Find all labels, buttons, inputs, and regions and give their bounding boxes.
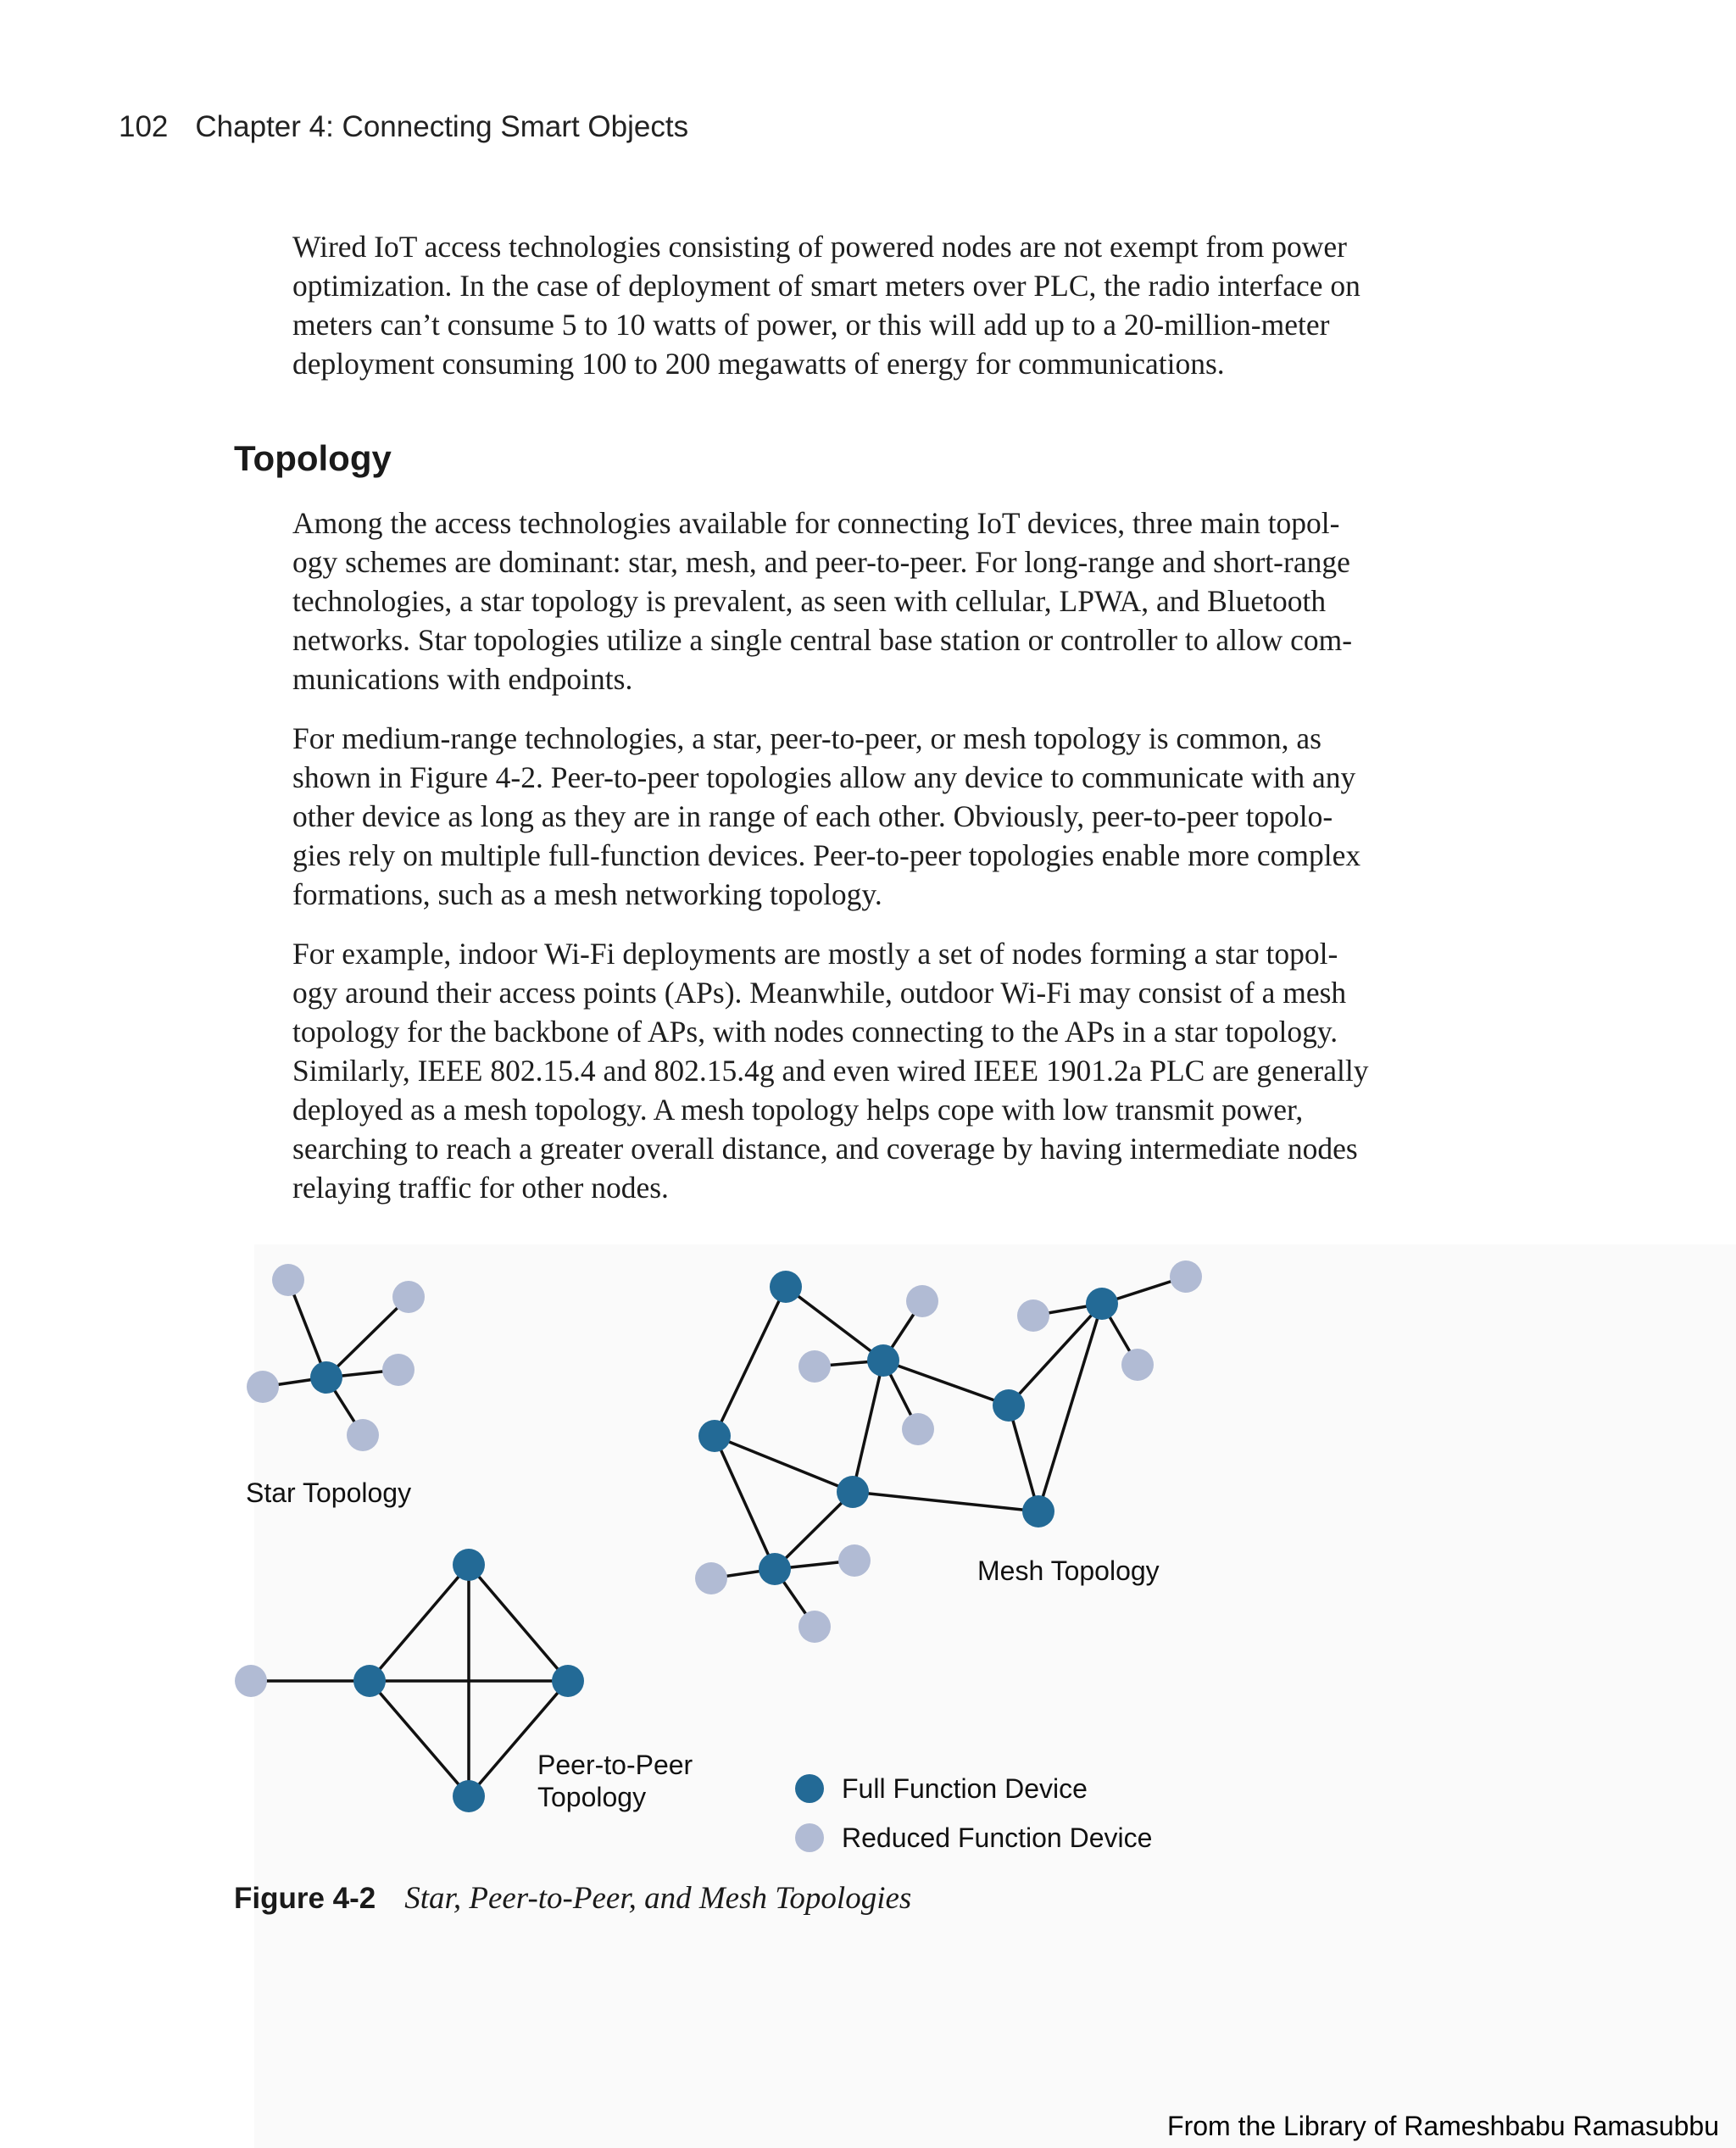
text-line: relaying traffic for other nodes.	[292, 1171, 669, 1205]
reduced-function-node	[272, 1264, 304, 1296]
full-function-node	[770, 1271, 802, 1303]
text-line: searching to reach a greater overall distance, and coverage by having intermediate nodes	[292, 1132, 1358, 1166]
full-function-node	[698, 1420, 731, 1452]
full-function-node	[993, 1389, 1025, 1422]
reduced-function-node	[1170, 1260, 1202, 1293]
mesh-topology-label: Mesh Topology	[977, 1555, 1160, 1586]
reduced-function-node	[392, 1281, 425, 1313]
star-topology-label: Star Topology	[246, 1477, 412, 1508]
text-line: munications with endpoints.	[292, 662, 633, 696]
full-function-node	[1022, 1495, 1054, 1528]
legend-reduced-function-label: Reduced Function Device	[842, 1822, 1153, 1853]
peer-to-peer-label-line2: Topology	[537, 1782, 647, 1812]
text-line: ogy around their access points (APs). Meanwhile, outdoor Wi-Fi may consist of a mesh	[292, 976, 1347, 1010]
text-line: Similarly, IEEE 802.15.4 and 802.15.4g and even wired IEEE 1901.2a PLC are generally	[292, 1054, 1369, 1088]
full-function-node	[867, 1344, 899, 1377]
full-function-node	[453, 1549, 485, 1581]
full-function-node	[837, 1476, 869, 1508]
reduced-function-node	[798, 1611, 831, 1643]
edge	[1009, 1405, 1038, 1511]
full-function-node	[353, 1665, 386, 1697]
text-line: networks. Star topologies utilize a single central base station or controller to allow com-	[292, 623, 1353, 657]
peer-to-peer-topology	[251, 1565, 568, 1796]
full-function-node	[310, 1361, 342, 1394]
full-function-node	[1086, 1288, 1118, 1320]
reduced-function-node	[347, 1419, 379, 1451]
reduced-function-node	[235, 1665, 267, 1697]
text-line: Among the access technologies available for connecting IoT devices, three main topol-	[292, 506, 1340, 540]
star-topology	[263, 1280, 409, 1435]
footer-watermark: From the Library of Rameshbabu Ramasubbu	[1167, 2111, 1719, 2141]
full-function-node	[759, 1553, 791, 1585]
text-line: technologies, a star topology is prevalent, as seen with cellular, LPWA, and Bluetooth	[292, 584, 1327, 618]
text-line: ogy schemes are dominant: star, mesh, and peer-to-peer. For long-range and short-range	[292, 545, 1350, 579]
legend	[795, 1773, 1152, 1853]
legend-full-function-swatch	[795, 1774, 824, 1803]
reduced-function-node	[1017, 1299, 1049, 1332]
edge	[853, 1361, 883, 1492]
edge	[370, 1681, 469, 1796]
reduced-function-node	[902, 1413, 934, 1445]
edge	[469, 1565, 568, 1681]
text-line: optimization. In the case of deployment of smart meters over PLC, the radio interface on	[292, 269, 1360, 303]
full-function-node	[552, 1665, 584, 1697]
text-line: For medium-range technologies, a star, peer-to-peer, or mesh topology is common, as	[292, 721, 1321, 755]
reduced-function-node	[798, 1350, 831, 1383]
reduced-function-node	[695, 1562, 727, 1594]
full-function-node	[453, 1780, 485, 1812]
reduced-function-node	[838, 1544, 871, 1577]
reduced-function-node	[247, 1371, 279, 1403]
edge	[1038, 1304, 1102, 1511]
reduced-function-node	[382, 1354, 415, 1386]
text-line: For example, indoor Wi-Fi deployments are mostly a set of nodes forming a star topol-	[292, 937, 1338, 971]
text-line: topology for the backbone of APs, with nodes connecting to the APs in a star topology.	[292, 1015, 1338, 1049]
edge	[715, 1287, 786, 1436]
text-line: other device as long as they are in range of each other. Obviously, peer-to-peer topolo-	[292, 799, 1333, 833]
text-line: gies rely on multiple full-function devices. Peer-to-peer topologies enable more complex	[292, 838, 1361, 872]
star-nodes	[247, 1264, 425, 1451]
reduced-function-node	[906, 1285, 938, 1317]
page-number: 102	[119, 110, 169, 143]
edge	[853, 1492, 1038, 1511]
edge	[370, 1565, 469, 1681]
text-line: Wired IoT access technologies consisting of powered nodes are not exempt from power	[292, 230, 1347, 264]
figure-caption	[234, 1880, 911, 1917]
text-line: deployed as a mesh topology. A mesh topology helps cope with low transmit power,	[292, 1093, 1304, 1127]
section-heading: Topology	[234, 438, 392, 478]
legend-full-function-label: Full Function Device	[842, 1773, 1088, 1804]
peer-to-peer-label-line1: Peer-to-Peer	[537, 1750, 693, 1780]
text-line: formations, such as a mesh networking topology.	[292, 877, 882, 911]
reduced-function-node	[1121, 1349, 1154, 1381]
text-line: shown in Figure 4-2. Peer-to-peer topologies allow any device to communicate with any	[292, 760, 1356, 794]
figure-caption-text: Star, Peer-to-Peer, and Mesh Topologies	[404, 1881, 912, 1916]
edge	[786, 1287, 883, 1361]
chapter-title: Chapter 4: Connecting Smart Objects	[195, 110, 689, 143]
text-line: meters can’t consume 5 to 10 watts of power, or this will add up to a 20-million-meter	[292, 308, 1330, 342]
text-line: deployment consuming 100 to 200 megawatts of energy for communications.	[292, 347, 1225, 381]
legend-reduced-function-swatch	[795, 1823, 824, 1852]
figure-caption-label: Figure 4-2	[234, 1882, 376, 1915]
